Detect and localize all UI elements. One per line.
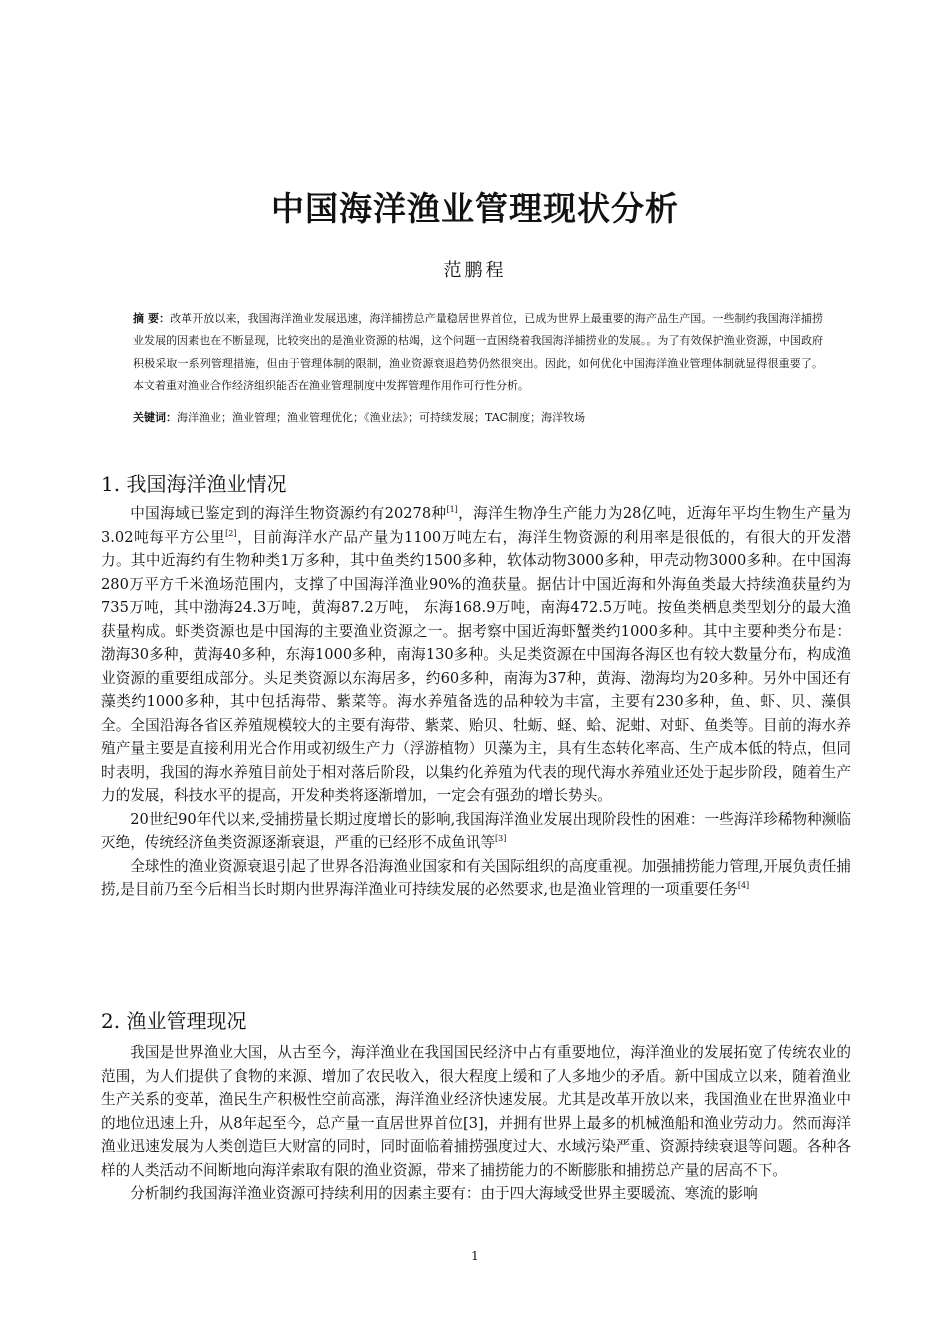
section-1-paragraph-3 — [101, 855, 851, 902]
keywords — [133, 408, 823, 428]
keywords-label: 关键词： — [133, 411, 177, 424]
section-2-paragraph-2: 分析制约我国海洋渔业资源可持续利用的因素主要有：由于四大海域受世界主要暖流、寒流的影响 — [130, 1185, 758, 1202]
section-1-body — [101, 502, 851, 902]
citation-ref: [3] — [495, 834, 507, 844]
paper-title: 中国海洋渔业管理现状分析 — [271, 189, 679, 228]
section-1-paragraph-1 — [101, 502, 851, 808]
citation-ref: [1] — [446, 505, 458, 515]
paragraph-text: 中国海域已鉴定到的海洋生物资源约有20278种 — [130, 505, 447, 522]
section-2-heading: 2. 渔业管理现况 — [101, 1009, 247, 1033]
section-2-paragraph-1: 我国是世界渔业大国，从古至今，海洋渔业在我国国民经济中占有重要地位，海洋渔业的发展拓宽了传统农业的范围，为人们提供了食物的来源、增加了农民收入，很大程度上缓和了人多地少的矛盾。新中国成立以来，随着渔业生产关系的变革，渔民生产积极性空前高涨，海洋渔业经济快速发展。尤其是改革开放以来，我国渔业在世界渔业中的地位迅速上升，从8年起至今，总产量一直居世界首位[3]，并拥有世界上最多的机械渔船和渔业劳动力。然而海洋渔业迅速发展为人类创造巨大财富的同时，同时面临着捕捞强度过大、水域污染严重、资源持续衰退等问题。各种各样的人类活动不间断地向海洋索取有限的渔业资源，带来了捕捞能力的不断膨胀和捕捞总产量的居高不下。 — [101, 1044, 851, 1179]
keywords-text: 海洋渔业；渔业管理；渔业管理优化；《渔业法》；可持续发展；TAC制度；海洋牧场 — [177, 411, 586, 424]
paragraph-text: ，海洋生物净生产能力为28亿吨，近海年平均生物生产量为3.02吨每平方公里 — [101, 505, 851, 546]
paragraph-text: ，目前海洋水产品产量为1100万吨左右，海洋生物资源的利用率是很低的，有很大的开发潜力。其中近海约有生物种类1万多种，其中鱼类约1500多种，软体动物3000多种，甲壳动物3000多种。在中国海280万平方千米渔场范围内，支撑了中国海洋渔业90%的渔获量。据估计中国近海和外海鱼类最大持续渔获量约为735万吨，其中渤海24.3万吨，黄海87.2万吨， 东海168.9万吨，南海472.5万吨。按鱼类栖息类型划分的最大渔获量构成。虾类资源也是中国海的主要渔业资源之一。据考察中国近海虾蟹类约1000多种。其中主要种类分布是：渤海30多种，黄海40多种，东海1000多种，南海130多种。头足类资源在中国海各海区也有较大数量分布，构成渔业资源的重要组成部分。头足类资源以东海居多，约60多种，南海为37种，黄海、渤海均为20多种。另外中国还有藻类约1000多种，其中包括海带、紫菜等。海水养殖备选的品种较为丰富，主要有230多种，鱼、虾、贝、藻俱全。全国沿海各省区养殖规模较大的主要有海带、紫菜、贻贝、牡蛎、蛏、蛤、泥蚶、对虾、鱼类等。目前的海水养殖产量主要是直接利用光合作用或初级生产力（浮游植物）贝藻为主，具有生态转化率高、生产成本低的特点，但同时表明，我国的海水养殖目前处于相对落后阶段，以集约化养殖为代表的现代海水养殖业还处于起步阶段，随着生产力的发展，科技水平的提高，开发种类将逐渐增加，一定会有强劲的增长势头。 — [101, 528, 851, 804]
page-number: 1 — [471, 1249, 479, 1263]
paragraph-text: 20世纪90年代以来,受捕捞量长期过度增长的影响,我国海洋渔业发展出现阶段性的困难：一些海洋珍稀物种濒临灭绝，传统经济鱼类资源逐渐衰退，严重的已经形不成鱼讯等 — [101, 810, 851, 851]
section-1-heading: 1. 我国海洋渔业情况 — [101, 472, 287, 496]
citation-ref: [2] — [225, 528, 237, 538]
section-1-paragraph-2 — [101, 808, 851, 855]
section-2-body — [101, 1041, 851, 1206]
abstract — [133, 308, 823, 398]
abstract-label: 摘 要： — [133, 312, 171, 325]
citation-ref: [4] — [737, 881, 750, 891]
abstract-text: 改革开放以来，我国海洋渔业发展迅速，海洋捕捞总产量稳居世界首位，已成为世界上最重要的海产品生产国。一些制约我国海洋捕捞业发展的因素也在不断显现，比较突出的是渔业资源的枯竭，这个问题一直困绕着我国海洋捕捞业的发展。。为了有效保护渔业资源，中国政府积极采取一系列管理措施，但由于管理体制的限制，渔业资源衰退趋势仍然很突出。因此，如何优化中国海洋渔业管理体制就显得很重要了。本文着重对渔业合作经济组织能否在渔业管理制度中发挥管理作用作可行性分析。 — [133, 312, 823, 393]
author-name: 范鹏程 — [443, 260, 507, 281]
paragraph-text: 全球性的渔业资源衰退引起了世界各沿海渔业国家和有关国际组织的高度重视。加强捕捞能力管理,开展负责任捕捞,是目前乃至今后相当长时期内世界海洋渔业可持续发展的必然要求,也是渔业管理的一项重要任务 — [101, 857, 851, 898]
